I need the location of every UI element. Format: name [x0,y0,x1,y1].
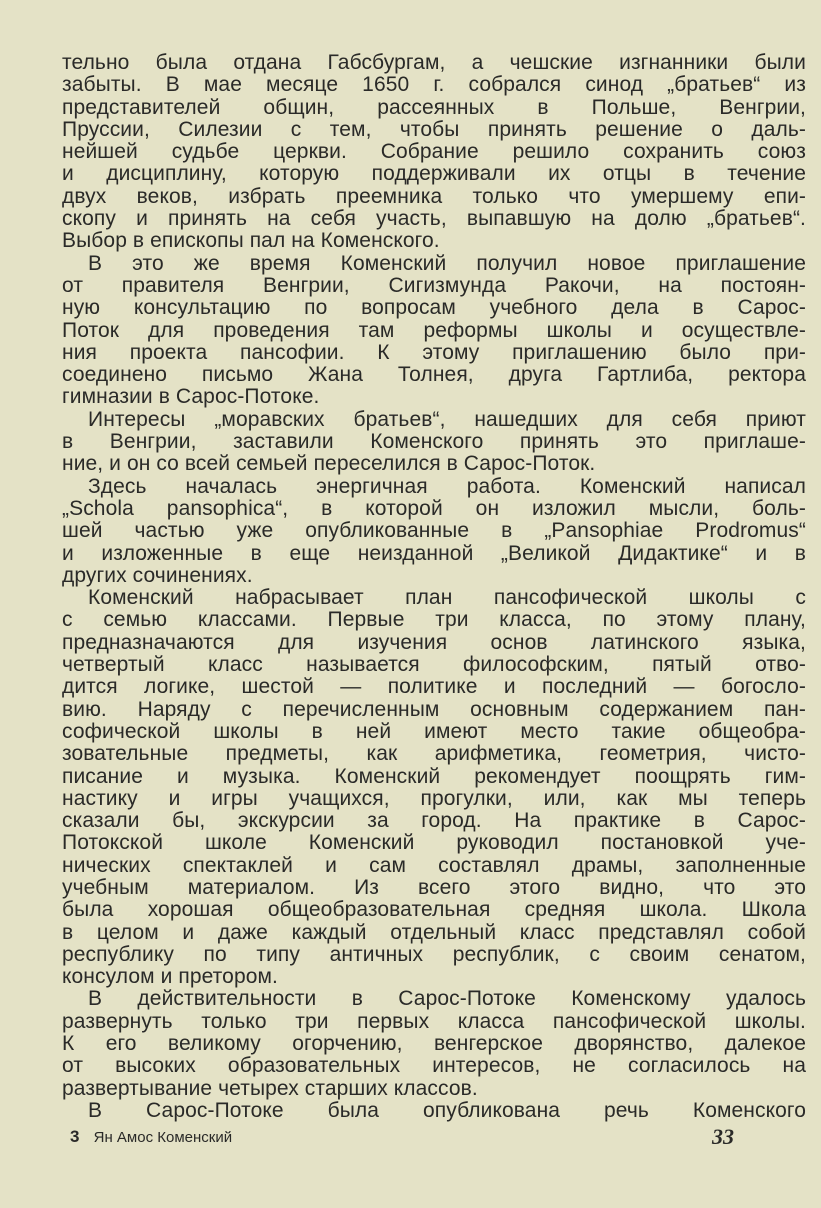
text-line: ние, и он со всей семьей переселился в Сарос-Поток. [62,452,596,476]
text-line: сказали бы, экскурсии за город. На практике в Сарос- [62,809,806,833]
text-line: нических спектаклей и сам составлял драмы, заполненные [62,853,806,877]
text-line: других сочинениях. [62,563,253,587]
text-line: представителей общин, рассеянных в Польше, Венгрии, [62,95,806,119]
text-line: К его великому огорчению, венгерское дворянство, далекое [62,1032,806,1056]
text-line: шей частью уже опубликованные в „Pansophiae Prodromus“ [62,519,806,543]
text-line: республику по типу античных республик, с своим сенатом, [62,942,806,966]
text-line: с семью классами. Первые три класса, по этому плану, [62,608,806,632]
text-line: дится логике, шестой — политике и последний — богосло- [62,675,806,699]
text-line: В действительности в Сарос-Потоке Коменскому удалось [88,987,806,1011]
text-line: соединено письмо Жана Толнея, друга Гартлиба, ректора [62,363,806,387]
page-number: 33 [712,1124,734,1149]
text-line: и дисциплину, которую поддерживали их отцы в течение [62,162,806,186]
text-line: развернуть только три первых класса пансофической школы. [62,1009,806,1033]
text-line: ния проекта пансофии. К этому приглашению было при- [62,340,806,364]
text-line: гимназии в Сарос-Потоке. [62,385,320,409]
text-line: Интересы „моравских братьев“, нашедших для себя приют [88,407,806,431]
text-line: писание и музыка. Коменский рекомендует поощрять гим- [62,764,806,788]
text-line: скопу и принять на себя участь, выпавшую на долю „братьев“. [62,207,806,231]
text-line: Здесь началась энергичная работа. Коменский написал [88,474,806,498]
text-line: предназначаются для изучения основ латинского языка, [62,630,806,654]
text-line: забыты. В мае месяце 1650 г. собрался синод „братьев“ из [62,73,806,97]
page-body [62,52,806,1122]
text-line: Коменский набрасывает план пансофической школы с [88,586,806,610]
text-line: тельно была отдана Габсбургам, а чешские изгнанники были [62,51,806,74]
text-line: нейшей судьбе церкви. Собрание решило сохранить союз [62,140,806,164]
text-line: настику и игры учащихся, прогулки, или, как мы теперь [62,786,806,810]
text-line: ную консультацию по вопросам учебного дела в Сарос- [62,296,806,320]
text-line: вию. Наряду с перечисленным основным содержанием пан- [62,697,806,721]
text-line: была хорошая общеобразовательная средняя школа. Школа [62,898,806,922]
text-line: софической школы в ней имеют место такие общеобра- [62,719,806,743]
text-line: „Schola pansophica“, в которой он изложил мысли, боль- [62,496,806,520]
text-line: от правителя Венгрии, Сигизмунда Ракочи, на постоян- [62,273,806,297]
text-line: Поток для проведения там реформы школы и осуществле- [62,318,806,342]
text-line: учебным материалом. Из всего этого видно, что это [62,875,806,899]
text-line: зовательные предметы, как арифметика, геометрия, чисто- [62,742,806,766]
text-line: Пруссии, Силезии с тем, чтобы принять решение о даль- [62,117,806,141]
text-line: в целом и даже каждый отдельный класс представлял собой [62,920,806,944]
text-line: и изложенные в еще неизданной „Великой Дидактике“ и в [62,541,806,565]
signature-mark: 3 [70,1127,80,1146]
text-line: консулом и претором. [62,965,278,989]
text-line: от высоких образовательных интересов, не согласилось на [62,1054,806,1078]
text-line: четвертый класс называется философским, пятый отво- [62,653,806,677]
text-line: В это же время Коменский получил новое приглашение [88,251,806,275]
text-line: Потокской школе Коменский руководил постановкой уче- [62,831,806,855]
text-line: Выбор в епископы пал на Коменского. [62,229,440,253]
text-line: развертывание четырех старших классов. [62,1076,478,1100]
text-line: двух веков, избрать преемника только что умершему епи- [62,184,806,208]
page-footer [70,1126,734,1148]
text-line: В Сарос-Потоке была опубликована речь Коменского [88,1098,806,1122]
running-title: Ян Амос Коменский [93,1129,233,1146]
text-line: в Венгрии, заставили Коменского принять это приглаше- [62,430,806,454]
